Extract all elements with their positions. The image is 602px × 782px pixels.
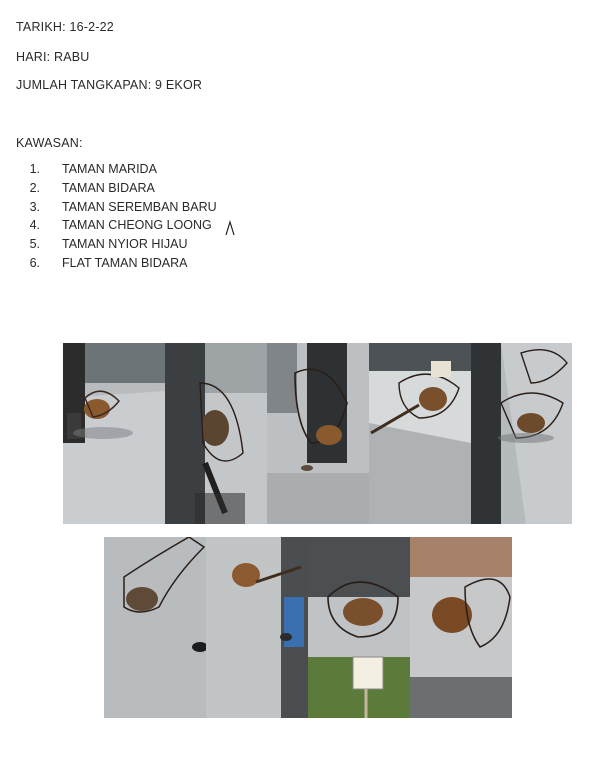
photo-catch-9 — [410, 537, 512, 718]
list-item: 6. FLAT TAMAN BIDARA — [29, 255, 188, 270]
photo-catch-5 — [471, 343, 572, 524]
area-label: TAMAN CHEONG LOONG — [62, 218, 212, 233]
area-label: TAMAN BIDARA — [62, 180, 155, 195]
photo-catch-2 — [165, 343, 267, 524]
text-cursor-icon — [224, 220, 236, 236]
area-label: TAMAN NYIOR HIJAU — [62, 237, 188, 252]
photo-catch-4 — [369, 343, 471, 524]
photo-catch-3 — [267, 343, 369, 524]
area-label: FLAT TAMAN BIDARA — [62, 255, 188, 270]
photo-catch-1 — [63, 343, 165, 524]
list-item: 3. TAMAN SEREMBAN BARU — [29, 199, 217, 214]
area-heading: KAWASAN: — [16, 136, 83, 150]
list-item: 4. TAMAN CHEONG LOONG — [29, 218, 212, 233]
list-item: 5. TAMAN NYIOR HIJAU — [29, 237, 188, 252]
photo-collage-row-1 — [63, 343, 572, 524]
date-line: TARIKH: 16-2-22 — [16, 20, 114, 34]
area-label: TAMAN SEREMBAN BARU — [62, 199, 217, 214]
list-item: 2. TAMAN BIDARA — [29, 180, 155, 195]
photo-collage-row-2 — [104, 537, 512, 718]
area-list — [16, 160, 217, 273]
photo-catch-6 — [104, 537, 206, 718]
photo-catch-8 — [308, 537, 410, 718]
catch-count-line: JUMLAH TANGKAPAN: 9 EKOR — [16, 78, 203, 92]
area-label: TAMAN MARIDA — [62, 162, 157, 176]
photo-catch-7 — [206, 537, 308, 718]
day-line: HARI: RABU — [16, 50, 90, 64]
list-item: 1. TAMAN MARIDA — [29, 162, 157, 176]
